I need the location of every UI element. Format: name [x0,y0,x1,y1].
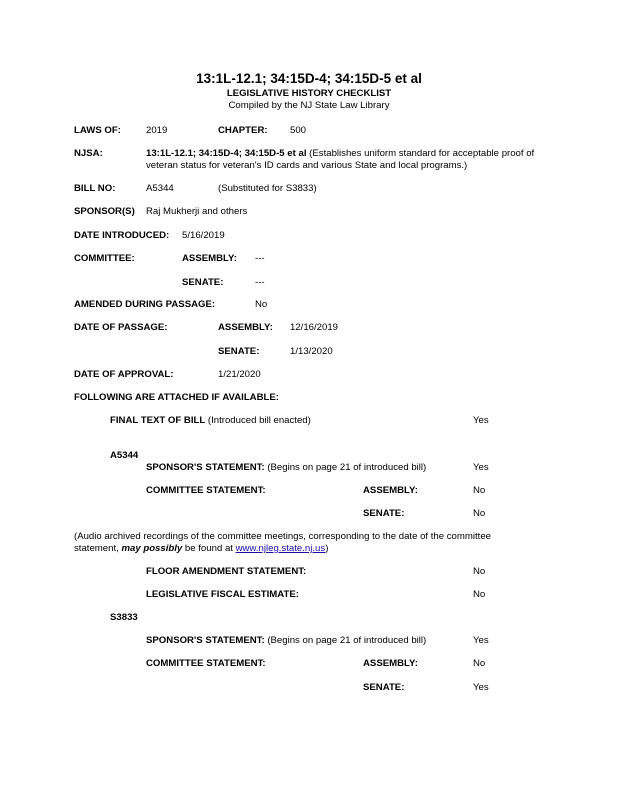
s3833-senate-value: Yes [473,682,489,693]
njsa-line-1 [146,148,534,160]
passage-assembly-label: ASSEMBLY: [218,322,273,333]
njleg-link[interactable]: www.njleg.state.nj.us [235,543,326,554]
final-text-note: (Introduced bill enacted) [205,415,311,426]
s3833-sponsor-label: SPONSOR'S STATEMENT: [146,635,265,646]
a5344-assembly-label: ASSEMBLY: [363,485,418,496]
approval-label: DATE OF APPROVAL: [74,369,174,380]
document-subtitle: LEGISLATIVE HISTORY CHECKLIST [226,88,392,99]
a5344-sponsor-value: Yes [473,462,489,473]
date-introduced-value: 5/16/2019 [182,230,225,241]
a5344-sponsor-label: SPONSOR'S STATEMENT: [146,462,265,473]
a5344-senate-label: SENATE: [363,508,405,519]
final-text-row [110,415,311,427]
substituted-for: (Substituted for S3833) [218,183,317,194]
a5344-sponsor-row [146,462,426,474]
passage-senate-label: SENATE: [218,346,260,357]
amended-value: No [255,299,268,310]
audio-note-pre: statement, [74,543,122,554]
amended-label: AMENDED DURING PASSAGE: [74,299,216,310]
attached-heading: FOLLOWING ARE ATTACHED IF AVAILABLE: [74,392,279,403]
njsa-label: NJSA: [74,148,103,159]
audio-note-mid: be found at [182,543,236,554]
audio-note-line-2 [74,543,328,555]
s3833-assembly-value: No [473,658,486,669]
document-title: 13:1L-12.1; 34:15D-4; 34:15D-5 et al [196,71,422,86]
final-text-value: Yes [473,415,489,426]
committee-senate-value: --- [255,277,265,288]
a5344-bill-label: A5344 [110,450,139,461]
audio-note-post: ) [325,543,329,554]
committee-label: COMMITTEE: [74,253,135,264]
njsa-citation: 13:1L-12.1; 34:15D-4; 34:15D-5 et al [146,148,307,159]
s3833-bill-label: S3833 [110,612,138,623]
floor-amendment-value: No [473,566,486,577]
fiscal-estimate-value: No [473,589,486,600]
passage-label: DATE OF PASSAGE: [74,322,168,333]
a5344-assembly-value: No [473,485,486,496]
s3833-sponsor-value: Yes [473,635,489,646]
a5344-sponsor-note: (Begins on page 21 of introduced bill) [264,462,427,473]
final-text-label: FINAL TEXT OF BILL [110,415,206,426]
committee-senate-label: SENATE: [182,277,224,288]
a5344-committee-label: COMMITTEE STATEMENT: [146,485,266,496]
s3833-committee-label: COMMITTEE STATEMENT: [146,658,266,669]
sponsor-value: Raj Mukherji and others [146,206,248,217]
audio-note-line-1: (Audio archived recordings of the committee meetings, corresponding to the date of the committee [74,531,492,542]
sponsor-label: SPONSOR(S) [74,206,135,217]
committee-assembly-label: ASSEMBLY: [182,253,237,264]
chapter-value: 500 [290,125,307,136]
committee-assembly-value: --- [255,253,265,264]
approval-value: 1/21/2020 [218,369,261,380]
s3833-senate-label: SENATE: [363,682,405,693]
laws-of-value: 2019 [146,125,168,136]
bill-no-label: BILL NO: [74,183,116,194]
fiscal-estimate-label: LEGISLATIVE FISCAL ESTIMATE: [146,589,299,600]
date-introduced-label: DATE INTRODUCED: [74,230,170,241]
njsa-description-1: (Establishes uniform standard for acceptable proof of [306,148,535,159]
laws-of-label: LAWS OF: [74,125,121,136]
compiled-by: Compiled by the NJ State Law Library [228,100,390,111]
audio-note-emphasis: may possibly [121,543,183,554]
njsa-description-2: veteran status for veteran's ID cards and various State and local programs.) [146,160,468,171]
floor-amendment-label: FLOOR AMENDMENT STATEMENT: [146,566,307,577]
s3833-sponsor-row [146,635,426,647]
s3833-assembly-label: ASSEMBLY: [363,658,418,669]
passage-assembly-value: 12/16/2019 [290,322,339,333]
a5344-senate-value: No [473,508,486,519]
bill-no-value: A5344 [146,183,174,194]
chapter-label: CHAPTER: [218,125,268,136]
passage-senate-value: 1/13/2020 [290,346,333,357]
s3833-sponsor-note: (Begins on page 21 of introduced bill) [264,635,427,646]
